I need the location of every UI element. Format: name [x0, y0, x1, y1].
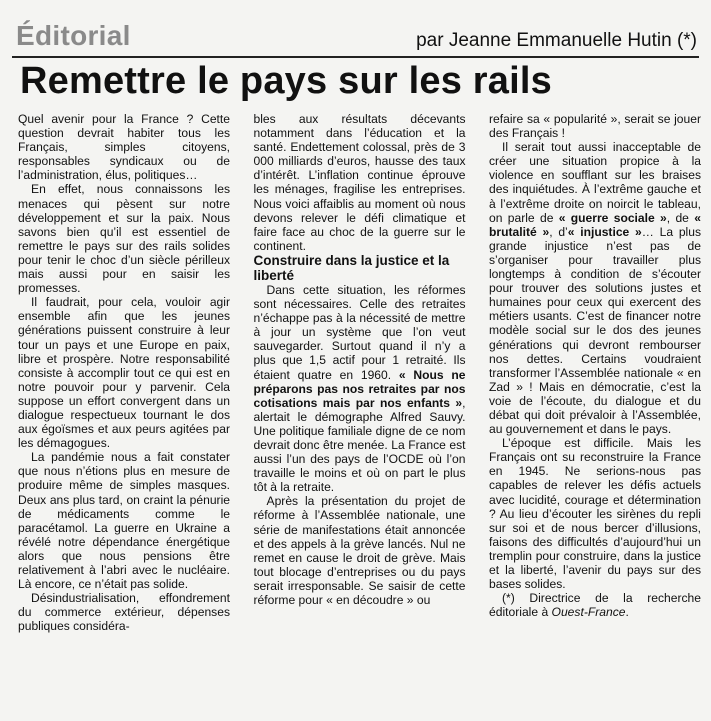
text-run: Il serait tout aussi inacceptable de créer une situation propice à la violence en soufflant sur les braises des inquiétudes. À l’extrême gauche et à l’extrême droite on noircit le tableau, on parle de	[489, 140, 701, 225]
paragraph: refaire sa « popularité », serait se jouer des Français !	[489, 112, 701, 141]
paragraph: Il faudrait, pour cela, vouloir agir ensemble afin que les jeunes générations puissent construire à leur tour un pays et une Europe en paix, libre et prospère. Notre responsabilité consiste à accomplir tout ce qui est en notre pouvoir pour y parvenir. Cela suppose un effort convergent dans un dialogue respectueux tournant le dos aux égoïsmes et aux peurs agitées par les démagogues.	[18, 295, 230, 451]
text-run: … La plus grande injustice n’est pas de s’organiser pour travailler plus longtemps à condition de s’écouter pour trouver des solutions justes et humaines pour ceux qui exercent des métiers usants. C’est de financer notre modèle social sur le dos des jeunes générations qui devront rembourser nos dettes. Certains voudraient transformer l’Assemblée nationale « en Zad » ! Mais en démocratie, c’est la voie de l’écoute, du dialogue et du débat qui doit prévaloir à l’Assemblée, au gouvernement et dans le pays.	[489, 224, 701, 437]
quote: « Nous ne préparons pas nos retraites par nos cotisations mais par nos enfants »	[253, 367, 466, 410]
subheading: Construire dans la justice et la liberté	[253, 252, 450, 283]
footnote	[489, 591, 701, 619]
column-1	[18, 112, 230, 717]
column-2	[254, 112, 466, 717]
publication-name: Ouest-France	[551, 605, 626, 620]
paragraph: L’époque est difficile. Mais les Français ont su reconstruire la France en 1945. Ne serions-nous pas capables de relever les défis actuels avec lucidité, courage et détermination ? Au lieu d’écouter les sirènes du repli sur soi et de nous bercer d’illusions, faisons des difficultés d’aujourd’hui un tremplin pour construire, dans la justice et la liberté, l’avenir du pays sur des bases solides.	[489, 436, 701, 592]
column-3	[489, 112, 701, 717]
paragraph: En effet, nous connaissons les menaces qui pèsent sur notre développement et sur la paix. Nous savons bien qu’il est essentiel de remettre le pays sur des rails solides pour tenir le choc d’un siècle périlleux mais aussi pour en saisir les promesses.	[18, 182, 230, 296]
paragraph: bles aux résultats décevants notamment dans l’éducation et la santé. Endettement colossal, près de 3 000 milliards d’euros, hausse des taux d’intérêt. L’inflation continue éprouve les ménages, fragilise les entreprises. Nous voici affaiblis au moment où nous devons relever le défi climatique et faire face au choc de la guerre sur le continent.	[253, 112, 466, 253]
quote: « injustice »	[567, 224, 642, 239]
paragraph	[489, 140, 701, 436]
text-run: .	[625, 605, 629, 620]
text-run: (*) Directrice de la recherche éditoriale à	[489, 591, 701, 620]
quote: « guerre sociale »	[558, 210, 667, 225]
text-run: , de	[666, 210, 689, 225]
text-run: , d’	[549, 224, 568, 239]
quote: « brutalité »	[489, 210, 701, 239]
article-body	[18, 112, 701, 717]
byline: par Jeanne Emmanuelle Hutin (*)	[416, 30, 697, 51]
text-run: , alertait le démographe Alfred Sauvy. Une politique familiale digne de ce nom devrait donc être menée. La France est aussi l’un des pays de l’OCDE où l’on travaille le moins et où on part le plus tôt à la retraite.	[253, 395, 466, 495]
paragraph: Quel avenir pour la France ? Cette question devrait habiter tous les Français, simples citoyens, responsables syndicaux ou de l’administration, élus, politiques…	[18, 112, 230, 183]
paragraph: La pandémie nous a fait constater que nous n’étions plus en mesure de produire même de simples masques. Deux ans plus tard, on craint la pénurie de médicaments comme le paracétamol. La guerre en Ukraine a révélé notre dépendance énergétique alors que nous pensions être relativement à l’abri avec le nucléaire. Là encore, ce n’était pas solide.	[18, 450, 230, 592]
paragraph: Après la présentation du projet de réforme à l’Assemblée nationale, une série de manifestations était annoncée et des appels à la grève lancés. Nul ne remet en cause le droit de grève. Mais tout blocage d’entreprises ou du pays serait irresponsable. Se saisir de cette réforme pour « en découdre » ou	[253, 494, 466, 607]
text-run: Dans cette situation, les réformes sont nécessaires. Celle des retraites n’échappe pas à la nécessité de mettre à jour un système que l’on veut sauvegarder. Surtout quand il n’y a plus que 1,5 actif pour 1 retraité. Ils étaient quatre en 1960.	[253, 282, 466, 382]
article-title: Remettre le pays sur les rails	[20, 60, 552, 102]
section-label: Éditorial	[16, 20, 131, 51]
paragraph	[254, 283, 466, 494]
paragraph: Désindustrialisation, effondrement du commerce extérieur, dépenses publiques considéra-	[18, 591, 230, 634]
